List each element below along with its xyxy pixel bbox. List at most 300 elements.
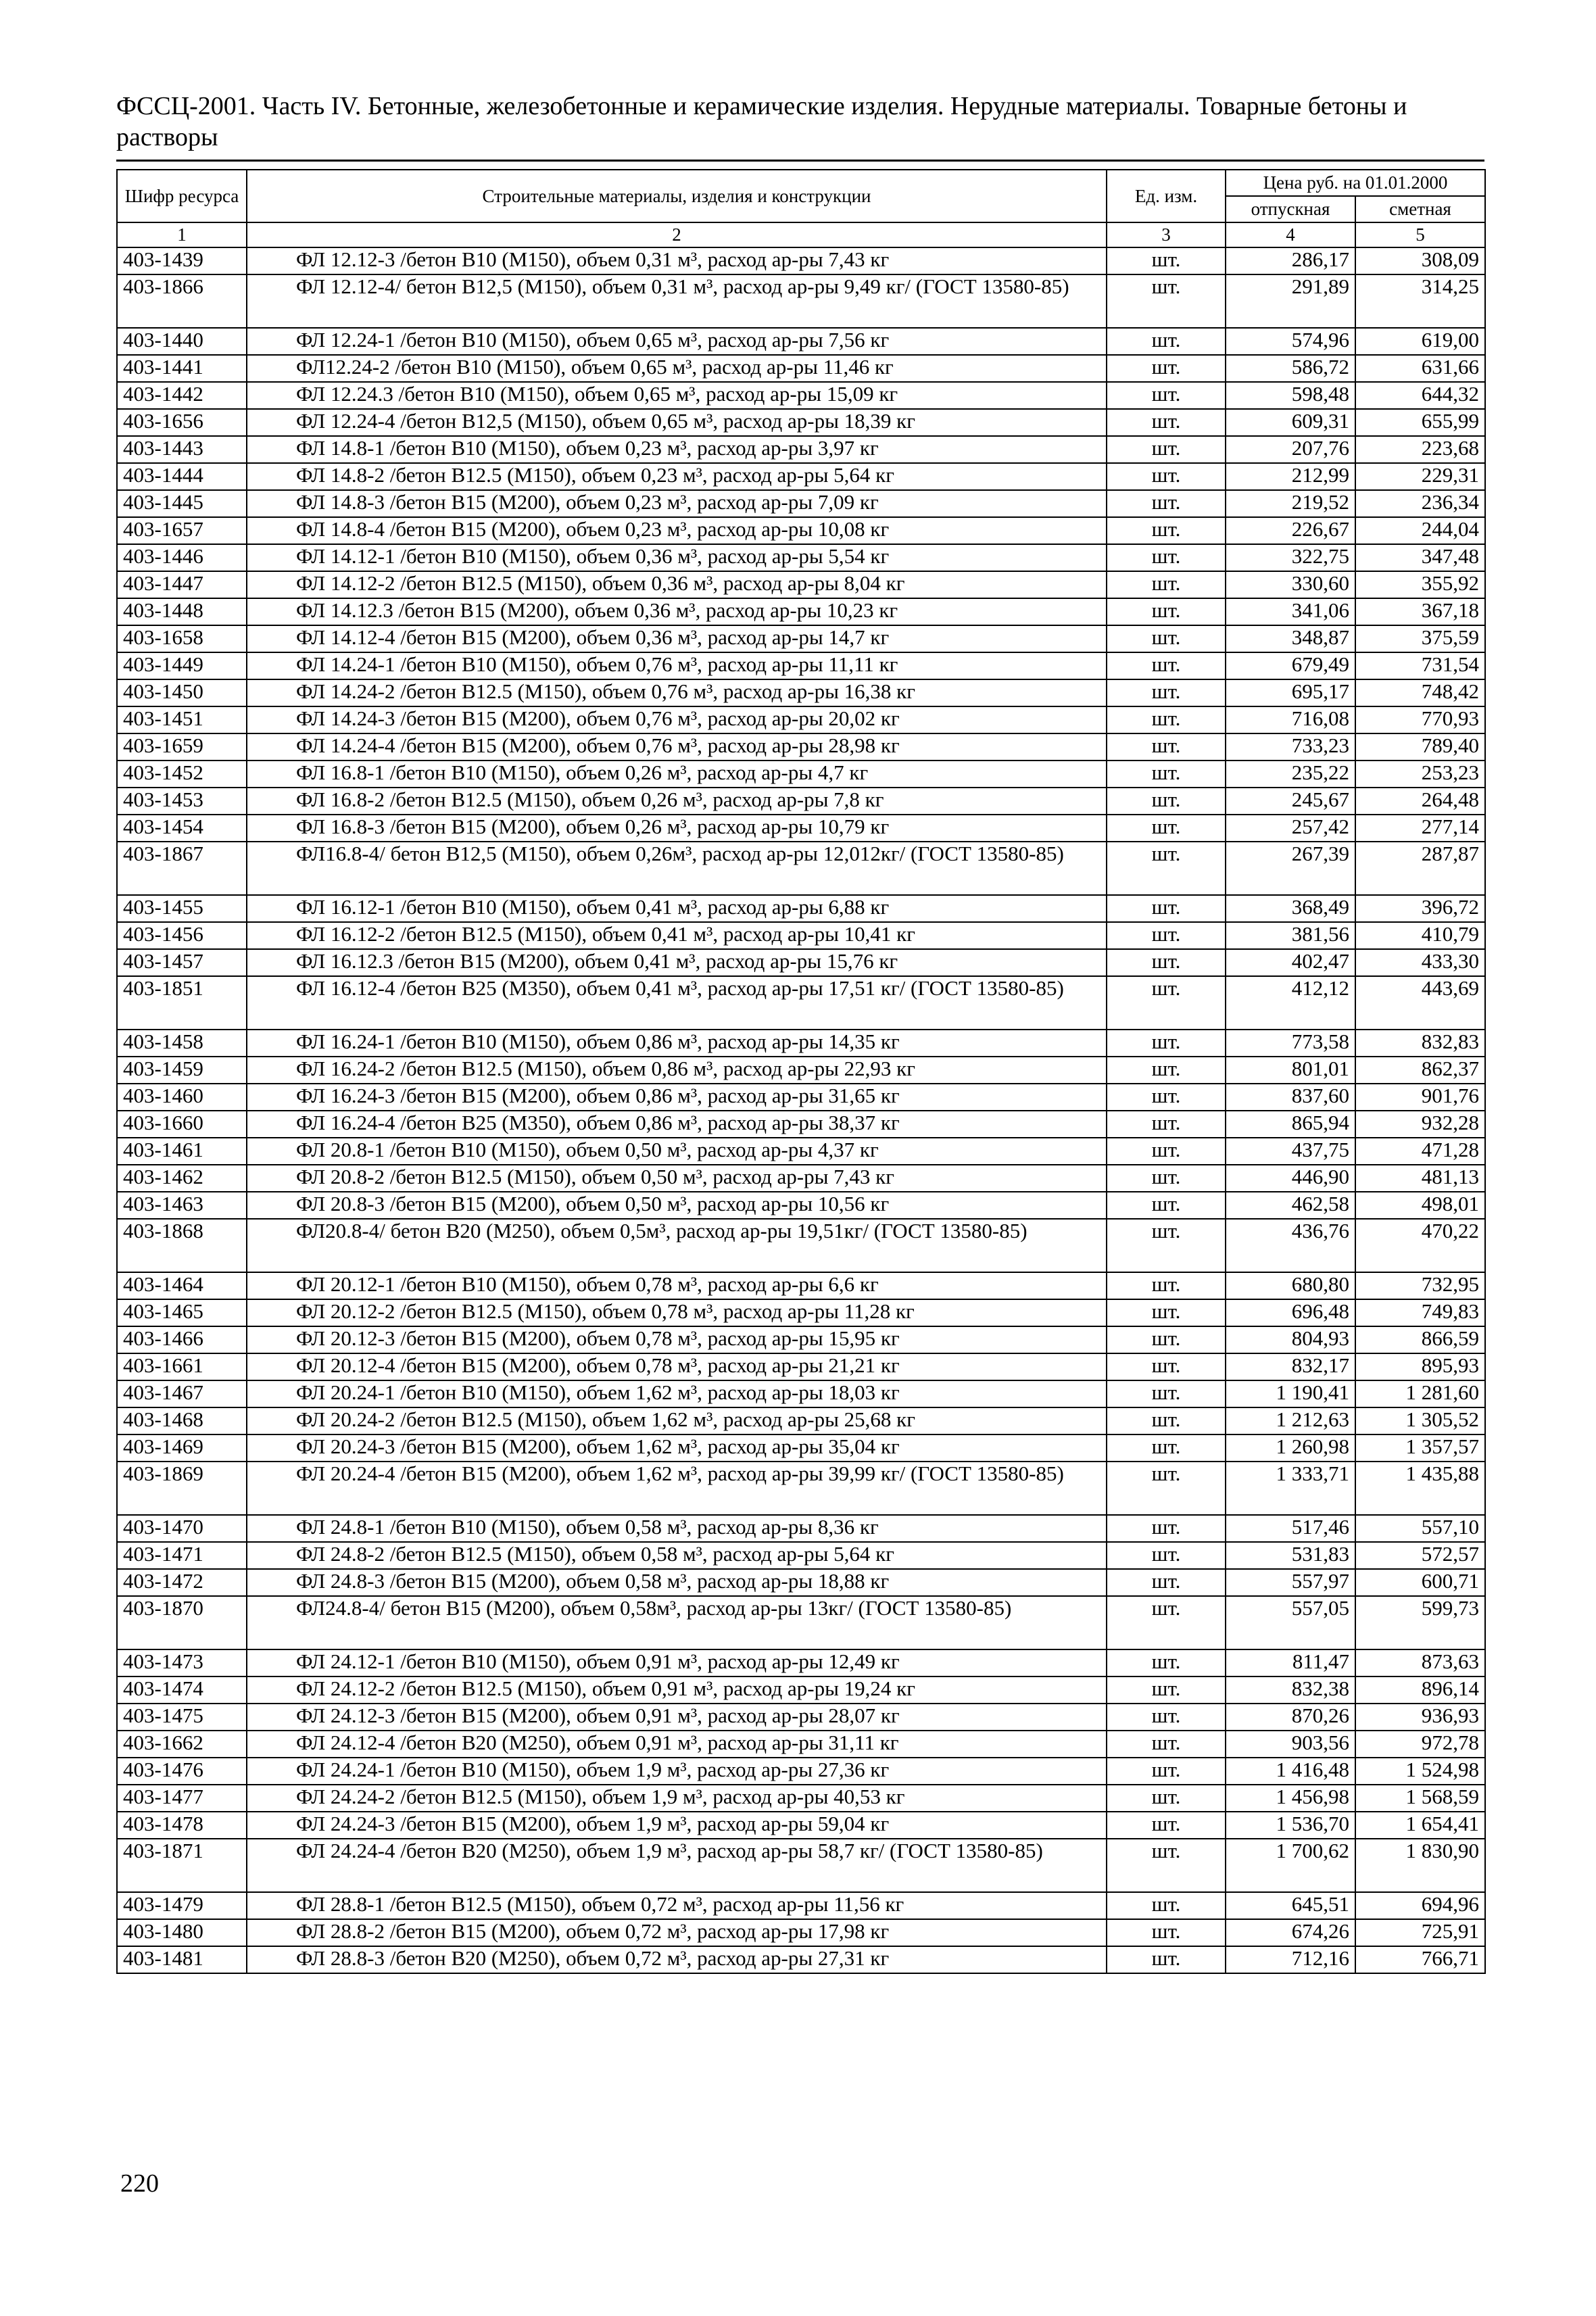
table-row <box>117 1946 1485 1973</box>
release-price: 712,16 <box>1226 1946 1355 1973</box>
unit: шт. <box>1107 1219 1226 1272</box>
release-price: 235,22 <box>1226 761 1355 788</box>
material-name: ФЛ 20.8-2 /бетон В12.5 (М150), объем 0,50 м³, расход ар-ры 7,43 кг <box>247 1165 1107 1192</box>
table-row <box>117 1138 1485 1165</box>
column-number: 4 <box>1226 222 1355 247</box>
unit: шт. <box>1107 436 1226 463</box>
unit: шт. <box>1107 409 1226 436</box>
estimate-price: 433,30 <box>1355 949 1485 976</box>
release-price: 330,60 <box>1226 571 1355 598</box>
table-row <box>117 976 1485 1030</box>
material-name: ФЛ 16.8-1 /бетон В10 (М150), объем 0,26 м³, расход ар-ры 4,7 кг <box>247 761 1107 788</box>
unit: шт. <box>1107 1192 1226 1219</box>
unit: шт. <box>1107 247 1226 274</box>
header-code: Шифр ресурса <box>117 170 247 222</box>
estimate-price: 901,76 <box>1355 1084 1485 1111</box>
resource-code: 403-1870 <box>117 1596 247 1649</box>
release-price: 645,51 <box>1226 1892 1355 1919</box>
table-row <box>117 842 1485 895</box>
release-price: 462,58 <box>1226 1192 1355 1219</box>
unit: шт. <box>1107 761 1226 788</box>
estimate-price: 694,96 <box>1355 1892 1485 1919</box>
release-price: 412,12 <box>1226 976 1355 1030</box>
table-row <box>117 1030 1485 1057</box>
resource-code: 403-1454 <box>117 815 247 842</box>
unit: шт. <box>1107 1946 1226 1973</box>
estimate-price: 572,57 <box>1355 1542 1485 1569</box>
table-row <box>117 1380 1485 1407</box>
material-name: ФЛ 14.8-3 /бетон В15 (М200), объем 0,23 м³, расход ар-ры 7,09 кг <box>247 490 1107 517</box>
material-name: ФЛ 16.12-1 /бетон В10 (М150), объем 0,41 м³, расход ар-ры 6,88 кг <box>247 895 1107 922</box>
estimate-price: 253,23 <box>1355 761 1485 788</box>
unit: шт. <box>1107 1676 1226 1704</box>
table-row <box>117 1192 1485 1219</box>
table-row <box>117 652 1485 679</box>
release-price: 832,38 <box>1226 1676 1355 1704</box>
table-row <box>117 1919 1485 1946</box>
estimate-price: 600,71 <box>1355 1569 1485 1596</box>
unit: шт. <box>1107 922 1226 949</box>
estimate-price: 355,92 <box>1355 571 1485 598</box>
material-name: ФЛ 24.24-2 /бетон В12.5 (М150), объем 1,9 м³, расход ар-ры 40,53 кг <box>247 1785 1107 1812</box>
resource-code: 403-1457 <box>117 949 247 976</box>
resource-code: 403-1477 <box>117 1785 247 1812</box>
table-row <box>117 355 1485 382</box>
resource-code: 403-1659 <box>117 733 247 761</box>
unit: шт. <box>1107 544 1226 571</box>
unit: шт. <box>1107 490 1226 517</box>
release-price: 870,26 <box>1226 1704 1355 1731</box>
release-price: 291,89 <box>1226 274 1355 328</box>
release-price: 517,46 <box>1226 1515 1355 1542</box>
material-name: ФЛ 16.8-3 /бетон В15 (М200), объем 0,26 м³, расход ар-ры 10,79 кг <box>247 815 1107 842</box>
estimate-price: 748,42 <box>1355 679 1485 706</box>
table-row <box>117 598 1485 625</box>
table-row <box>117 1165 1485 1192</box>
material-name: ФЛ24.8-4/ бетон В15 (М200), объем 0,58м³, расход ар-ры 13кг/ (ГОСТ 13580-85) <box>247 1596 1107 1649</box>
release-price: 804,93 <box>1226 1326 1355 1353</box>
material-name: ФЛ 24.24-4 /бетон В20 (М250), объем 1,9 м³, расход ар-ры 58,7 кг/ (ГОСТ 13580-85) <box>247 1839 1107 1892</box>
unit: шт. <box>1107 788 1226 815</box>
material-name: ФЛ 14.24-3 /бетон В15 (М200), объем 0,76 м³, расход ар-ры 20,02 кг <box>247 706 1107 733</box>
material-name: ФЛ 16.12-2 /бетон В12.5 (М150), объем 0,41 м³, расход ар-ры 10,41 кг <box>247 922 1107 949</box>
page-number: 220 <box>120 2169 159 2198</box>
material-name: ФЛ 16.24-4 /бетон В25 (М350), объем 0,86 м³, расход ар-ры 38,37 кг <box>247 1111 1107 1138</box>
resource-code: 403-1480 <box>117 1919 247 1946</box>
unit: шт. <box>1107 1758 1226 1785</box>
release-price: 679,49 <box>1226 652 1355 679</box>
table-row <box>117 1462 1485 1515</box>
material-name: ФЛ 24.8-1 /бетон В10 (М150), объем 0,58 м³, расход ар-ры 8,36 кг <box>247 1515 1107 1542</box>
release-price: 1 456,98 <box>1226 1785 1355 1812</box>
unit: шт. <box>1107 1839 1226 1892</box>
release-price: 674,26 <box>1226 1919 1355 1946</box>
unit: шт. <box>1107 1515 1226 1542</box>
unit: шт. <box>1107 1569 1226 1596</box>
resource-code: 403-1473 <box>117 1649 247 1676</box>
release-price: 226,67 <box>1226 517 1355 544</box>
unit: шт. <box>1107 679 1226 706</box>
table-row <box>117 1731 1485 1758</box>
resource-code: 403-1472 <box>117 1569 247 1596</box>
estimate-price: 264,48 <box>1355 788 1485 815</box>
table-row <box>117 571 1485 598</box>
unit: шт. <box>1107 571 1226 598</box>
table-row <box>117 436 1485 463</box>
resource-code: 403-1661 <box>117 1353 247 1380</box>
estimate-price: 932,28 <box>1355 1111 1485 1138</box>
release-price: 437,75 <box>1226 1138 1355 1165</box>
release-price: 446,90 <box>1226 1165 1355 1192</box>
release-price: 716,08 <box>1226 706 1355 733</box>
header-name: Строительные материалы, изделия и конструкции <box>247 170 1107 222</box>
resource-code: 403-1660 <box>117 1111 247 1138</box>
estimate-price: 410,79 <box>1355 922 1485 949</box>
estimate-price: 471,28 <box>1355 1138 1485 1165</box>
material-name: ФЛ 14.12-1 /бетон В10 (М150), объем 0,36 м³, расход ар-ры 5,54 кг <box>247 544 1107 571</box>
material-name: ФЛ 16.24-3 /бетон В15 (М200), объем 0,86 м³, расход ар-ры 31,65 кг <box>247 1084 1107 1111</box>
table-row <box>117 517 1485 544</box>
unit: шт. <box>1107 1353 1226 1380</box>
table-row <box>117 949 1485 976</box>
resource-code: 403-1439 <box>117 247 247 274</box>
estimate-price: 367,18 <box>1355 598 1485 625</box>
unit: шт. <box>1107 733 1226 761</box>
estimate-price: 470,22 <box>1355 1219 1485 1272</box>
resource-code: 403-1442 <box>117 382 247 409</box>
estimate-price: 599,73 <box>1355 1596 1485 1649</box>
material-name: ФЛ 14.24-1 /бетон В10 (М150), объем 0,76 м³, расход ар-ры 11,11 кг <box>247 652 1107 679</box>
resource-code: 403-1656 <box>117 409 247 436</box>
unit: шт. <box>1107 463 1226 490</box>
resource-code: 403-1446 <box>117 544 247 571</box>
resource-code: 403-1455 <box>117 895 247 922</box>
resource-code: 403-1448 <box>117 598 247 625</box>
unit: шт. <box>1107 1649 1226 1676</box>
estimate-price: 1 435,88 <box>1355 1462 1485 1515</box>
resource-code: 403-1869 <box>117 1462 247 1515</box>
release-price: 557,05 <box>1226 1596 1355 1649</box>
material-name: ФЛ 24.8-2 /бетон В12.5 (М150), объем 0,58 м³, расход ар-ры 5,64 кг <box>247 1542 1107 1569</box>
table-row <box>117 761 1485 788</box>
release-price: 531,83 <box>1226 1542 1355 1569</box>
unit: шт. <box>1107 1030 1226 1057</box>
unit: шт. <box>1107 652 1226 679</box>
table-row <box>117 1515 1485 1542</box>
resource-code: 403-1440 <box>117 328 247 355</box>
release-price: 1 260,98 <box>1226 1434 1355 1462</box>
resource-code: 403-1451 <box>117 706 247 733</box>
resource-code: 403-1447 <box>117 571 247 598</box>
release-price: 286,17 <box>1226 247 1355 274</box>
release-price: 695,17 <box>1226 679 1355 706</box>
release-price: 733,23 <box>1226 733 1355 761</box>
estimate-price: 375,59 <box>1355 625 1485 652</box>
table-row <box>117 733 1485 761</box>
release-price: 1 333,71 <box>1226 1462 1355 1515</box>
material-name: ФЛ 14.24-2 /бетон В12.5 (М150), объем 0,76 м³, расход ар-ры 16,38 кг <box>247 679 1107 706</box>
column-number: 2 <box>247 222 1107 247</box>
resource-code: 403-1867 <box>117 842 247 895</box>
unit: шт. <box>1107 625 1226 652</box>
unit: шт. <box>1107 1380 1226 1407</box>
table-row <box>117 463 1485 490</box>
estimate-price: 972,78 <box>1355 1731 1485 1758</box>
material-name: ФЛ 20.12-4 /бетон В15 (М200), объем 0,78 м³, расход ар-ры 21,21 кг <box>247 1353 1107 1380</box>
resource-code: 403-1851 <box>117 976 247 1030</box>
estimate-price: 644,32 <box>1355 382 1485 409</box>
material-name: ФЛ12.24-2 /бетон В10 (М150), объем 0,65 м³, расход ар-ры 11,46 кг <box>247 355 1107 382</box>
resource-code: 403-1465 <box>117 1299 247 1326</box>
material-name: ФЛ 20.8-1 /бетон В10 (М150), объем 0,50 м³, расход ар-ры 4,37 кг <box>247 1138 1107 1165</box>
estimate-price: 731,54 <box>1355 652 1485 679</box>
estimate-price: 287,87 <box>1355 842 1485 895</box>
material-name: ФЛ 24.12-2 /бетон В12.5 (М150), объем 0,91 м³, расход ар-ры 19,24 кг <box>247 1676 1107 1704</box>
material-name: ФЛ 14.24-4 /бетон В15 (М200), объем 0,76 м³, расход ар-ры 28,98 кг <box>247 733 1107 761</box>
material-name: ФЛ 12.24-4 /бетон В12,5 (М150), объем 0,65 м³, расход ар-ры 18,39 кг <box>247 409 1107 436</box>
release-price: 1 212,63 <box>1226 1407 1355 1434</box>
resource-code: 403-1449 <box>117 652 247 679</box>
material-name: ФЛ 12.12-3 /бетон В10 (М150), объем 0,31 м³, расход ар-ры 7,43 кг <box>247 247 1107 274</box>
resource-code: 403-1453 <box>117 788 247 815</box>
table-row <box>117 1785 1485 1812</box>
material-name: ФЛ 20.12-2 /бетон В12.5 (М150), объем 0,78 м³, расход ар-ры 11,28 кг <box>247 1299 1107 1326</box>
resource-code: 403-1474 <box>117 1676 247 1704</box>
material-name: ФЛ 16.12-4 /бетон В25 (М350), объем 0,41 м³, расход ар-ры 17,51 кг/ (ГОСТ 13580-85) <box>247 976 1107 1030</box>
resource-code: 403-1443 <box>117 436 247 463</box>
table-row <box>117 382 1485 409</box>
release-price: 557,97 <box>1226 1569 1355 1596</box>
material-name: ФЛ 28.8-3 /бетон В20 (М250), объем 0,72 м³, расход ар-ры 27,31 кг <box>247 1946 1107 1973</box>
estimate-price: 725,91 <box>1355 1919 1485 1946</box>
page-title: ФССЦ-2001. Часть IV. Бетонные, железобетонные и керамические изделия. Нерудные материалы. Товарные бетоны и растворы <box>116 92 1407 151</box>
estimate-price: 1 305,52 <box>1355 1407 1485 1434</box>
resource-code: 403-1868 <box>117 1219 247 1272</box>
unit: шт. <box>1107 1057 1226 1084</box>
column-number: 3 <box>1107 222 1226 247</box>
material-name: ФЛ 16.24-2 /бетон В12.5 (М150), объем 0,86 м³, расход ар-ры 22,93 кг <box>247 1057 1107 1084</box>
table-row <box>117 409 1485 436</box>
resource-code: 403-1470 <box>117 1515 247 1542</box>
column-number: 5 <box>1355 222 1485 247</box>
release-price: 811,47 <box>1226 1649 1355 1676</box>
release-price: 245,67 <box>1226 788 1355 815</box>
table-row <box>117 1596 1485 1649</box>
release-price: 801,01 <box>1226 1057 1355 1084</box>
table-row <box>117 1676 1485 1704</box>
table-row <box>117 1084 1485 1111</box>
unit: шт. <box>1107 328 1226 355</box>
unit: шт. <box>1107 815 1226 842</box>
release-price: 1 416,48 <box>1226 1758 1355 1785</box>
unit: шт. <box>1107 976 1226 1030</box>
table-row <box>117 490 1485 517</box>
estimate-price: 1 281,60 <box>1355 1380 1485 1407</box>
estimate-price: 396,72 <box>1355 895 1485 922</box>
unit: шт. <box>1107 1812 1226 1839</box>
unit: шт. <box>1107 517 1226 544</box>
unit: шт. <box>1107 1542 1226 1569</box>
estimate-price: 1 357,57 <box>1355 1434 1485 1462</box>
estimate-price: 277,14 <box>1355 815 1485 842</box>
estimate-price: 732,95 <box>1355 1272 1485 1299</box>
resource-code: 403-1662 <box>117 1731 247 1758</box>
unit: шт. <box>1107 1892 1226 1919</box>
table-row <box>117 1219 1485 1272</box>
table-row <box>117 1434 1485 1462</box>
unit: шт. <box>1107 1462 1226 1515</box>
resource-code: 403-1461 <box>117 1138 247 1165</box>
resource-code: 403-1458 <box>117 1030 247 1057</box>
unit: шт. <box>1107 1165 1226 1192</box>
unit: шт. <box>1107 1919 1226 1946</box>
release-price: 381,56 <box>1226 922 1355 949</box>
estimate-price: 895,93 <box>1355 1353 1485 1380</box>
release-price: 832,17 <box>1226 1353 1355 1380</box>
table-row <box>117 274 1485 328</box>
estimate-price: 443,69 <box>1355 976 1485 1030</box>
material-name: ФЛ 14.8-1 /бетон В10 (М150), объем 0,23 м³, расход ар-ры 3,97 кг <box>247 436 1107 463</box>
resource-code: 403-1460 <box>117 1084 247 1111</box>
estimate-price: 1 568,59 <box>1355 1785 1485 1812</box>
material-name: ФЛ 20.12-3 /бетон В15 (М200), объем 0,78 м³, расход ар-ры 15,95 кг <box>247 1326 1107 1353</box>
material-name: ФЛ 24.8-3 /бетон В15 (М200), объем 0,58 м³, расход ар-ры 18,88 кг <box>247 1569 1107 1596</box>
table-row <box>117 1299 1485 1326</box>
estimate-price: 244,04 <box>1355 517 1485 544</box>
estimate-price: 896,14 <box>1355 1676 1485 1704</box>
header-price-group: Цена руб. на 01.01.2000 <box>1226 170 1485 196</box>
price-table <box>116 169 1486 1974</box>
material-name: ФЛ 12.24.3 /бетон В10 (М150), объем 0,65 м³, расход ар-ры 15,09 кг <box>247 382 1107 409</box>
table-row <box>117 1542 1485 1569</box>
estimate-price: 832,83 <box>1355 1030 1485 1057</box>
table-row <box>117 1111 1485 1138</box>
release-price: 903,56 <box>1226 1731 1355 1758</box>
release-price: 267,39 <box>1226 842 1355 895</box>
release-price: 322,75 <box>1226 544 1355 571</box>
unit: шт. <box>1107 355 1226 382</box>
title-divider <box>116 160 1484 162</box>
resource-code: 403-1441 <box>117 355 247 382</box>
estimate-price: 619,00 <box>1355 328 1485 355</box>
release-price: 1 190,41 <box>1226 1380 1355 1407</box>
material-name: ФЛ 20.8-3 /бетон В15 (М200), объем 0,50 м³, расход ар-ры 10,56 кг <box>247 1192 1107 1219</box>
estimate-price: 223,68 <box>1355 436 1485 463</box>
material-name: ФЛ 24.12-1 /бетон В10 (М150), объем 0,91 м³, расход ар-ры 12,49 кг <box>247 1649 1107 1676</box>
table-row <box>117 247 1485 274</box>
resource-code: 403-1464 <box>117 1272 247 1299</box>
table-header-row <box>117 170 1485 196</box>
table-row <box>117 1569 1485 1596</box>
release-price: 348,87 <box>1226 625 1355 652</box>
material-name: ФЛ 16.12.3 /бетон В15 (М200), объем 0,41 м³, расход ар-ры 15,76 кг <box>247 949 1107 976</box>
unit: шт. <box>1107 706 1226 733</box>
unit: шт. <box>1107 1731 1226 1758</box>
unit: шт. <box>1107 1596 1226 1649</box>
estimate-price: 314,25 <box>1355 274 1485 328</box>
release-price: 609,31 <box>1226 409 1355 436</box>
unit: шт. <box>1107 1084 1226 1111</box>
unit: шт. <box>1107 842 1226 895</box>
release-price: 1 700,62 <box>1226 1839 1355 1892</box>
unit: шт. <box>1107 1138 1226 1165</box>
header-unit: Ед. изм. <box>1107 170 1226 222</box>
release-price: 257,42 <box>1226 815 1355 842</box>
material-name: ФЛ 24.12-3 /бетон В15 (М200), объем 0,91 м³, расход ар-ры 28,07 кг <box>247 1704 1107 1731</box>
unit: шт. <box>1107 598 1226 625</box>
resource-code: 403-1444 <box>117 463 247 490</box>
unit: шт. <box>1107 1326 1226 1353</box>
table-row <box>117 922 1485 949</box>
release-price: 219,52 <box>1226 490 1355 517</box>
resource-code: 403-1469 <box>117 1434 247 1462</box>
column-number-row <box>117 222 1485 247</box>
table-row <box>117 625 1485 652</box>
unit: шт. <box>1107 1111 1226 1138</box>
release-price: 368,49 <box>1226 895 1355 922</box>
material-name: ФЛ 16.8-2 /бетон В12.5 (М150), объем 0,26 м³, расход ар-ры 7,8 кг <box>247 788 1107 815</box>
release-price: 574,96 <box>1226 328 1355 355</box>
unit: шт. <box>1107 382 1226 409</box>
unit: шт. <box>1107 274 1226 328</box>
material-name: ФЛ 14.12-2 /бетон В12.5 (М150), объем 0,36 м³, расход ар-ры 8,04 кг <box>247 571 1107 598</box>
table-row <box>117 1704 1485 1731</box>
material-name: ФЛ 20.24-3 /бетон В15 (М200), объем 1,62 м³, расход ар-ры 35,04 кг <box>247 1434 1107 1462</box>
resource-code: 403-1657 <box>117 517 247 544</box>
estimate-price: 631,66 <box>1355 355 1485 382</box>
table-row <box>117 706 1485 733</box>
material-name: ФЛ 12.24-1 /бетон В10 (М150), объем 0,65 м³, расход ар-ры 7,56 кг <box>247 328 1107 355</box>
estimate-price: 347,48 <box>1355 544 1485 571</box>
estimate-price: 236,34 <box>1355 490 1485 517</box>
unit: шт. <box>1107 1299 1226 1326</box>
estimate-price: 873,63 <box>1355 1649 1485 1676</box>
material-name: ФЛ20.8-4/ бетон В20 (М250), объем 0,5м³, расход ар-ры 19,51кг/ (ГОСТ 13580-85) <box>247 1219 1107 1272</box>
table-row <box>117 544 1485 571</box>
column-number: 1 <box>117 222 247 247</box>
estimate-price: 481,13 <box>1355 1165 1485 1192</box>
release-price: 865,94 <box>1226 1111 1355 1138</box>
release-price: 598,48 <box>1226 382 1355 409</box>
table-row <box>117 815 1485 842</box>
estimate-price: 308,09 <box>1355 247 1485 274</box>
material-name: ФЛ 28.8-1 /бетон В12.5 (М150), объем 0,72 м³, расход ар-ры 11,56 кг <box>247 1892 1107 1919</box>
material-name: ФЛ 14.12.3 /бетон В15 (М200), объем 0,36 м³, расход ар-ры 10,23 кг <box>247 598 1107 625</box>
table-row <box>117 1326 1485 1353</box>
estimate-price: 749,83 <box>1355 1299 1485 1326</box>
unit: шт. <box>1107 895 1226 922</box>
resource-code: 403-1459 <box>117 1057 247 1084</box>
resource-code: 403-1866 <box>117 274 247 328</box>
estimate-price: 789,40 <box>1355 733 1485 761</box>
estimate-price: 1 654,41 <box>1355 1812 1485 1839</box>
material-name: ФЛ 16.24-1 /бетон В10 (М150), объем 0,86 м³, расход ар-ры 14,35 кг <box>247 1030 1107 1057</box>
estimate-price: 766,71 <box>1355 1946 1485 1973</box>
resource-code: 403-1475 <box>117 1704 247 1731</box>
unit: шт. <box>1107 1434 1226 1462</box>
unit: шт. <box>1107 1704 1226 1731</box>
material-name: ФЛ 20.24-4 /бетон В15 (М200), объем 1,62 м³, расход ар-ры 39,99 кг/ (ГОСТ 13580-85) <box>247 1462 1107 1515</box>
material-name: ФЛ 14.8-4 /бетон В15 (М200), объем 0,23 м³, расход ар-ры 10,08 кг <box>247 517 1107 544</box>
resource-code: 403-1463 <box>117 1192 247 1219</box>
release-price: 773,58 <box>1226 1030 1355 1057</box>
unit: шт. <box>1107 1407 1226 1434</box>
table-row <box>117 1649 1485 1676</box>
header-price-estimate: сметная <box>1355 196 1485 222</box>
table-row <box>117 679 1485 706</box>
release-price: 696,48 <box>1226 1299 1355 1326</box>
resource-code: 403-1456 <box>117 922 247 949</box>
